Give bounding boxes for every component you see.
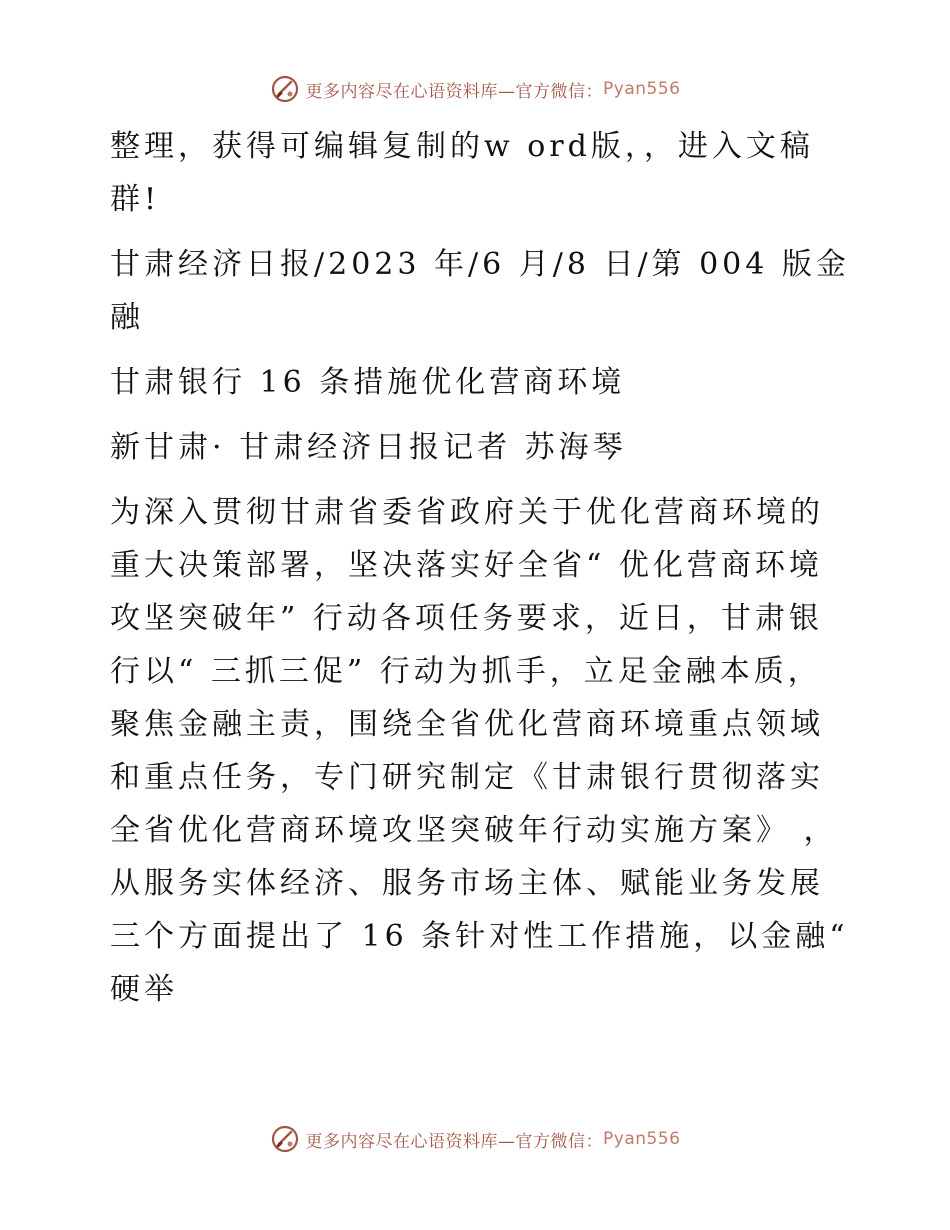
article-body	[98, 120, 850, 1016]
source-line: 甘肃经济日报/2023 年/6 月/8 日/第 004 版金融	[110, 247, 850, 335]
watermark-text: 更多内容尽在心语资料库—官方微信：	[305, 1131, 604, 1152]
watermark-footer	[0, 1124, 950, 1154]
brand-logo-icon	[270, 1124, 300, 1154]
body-paragraph: 为深入贯彻甘肃省委省政府关于优化营商环境的重大决策部署，坚决落实好全省“ 优化营商环境攻坚突破年” 行动各项任务要求，近日，甘肃银行以“ 三抓三促” 行动为抓手，立足金融本质，聚焦金融主责，围绕全省优化营商环境重点领域和重点任务，专门研究制定《甘肃银行贯彻落实全省优化营商环境攻坚突破年行动实施方案》 ，从服务实体经济、服务市场主体、赋能业务发展三个方面提出了 16 条针对性工作措施，以金融“ 硬举	[110, 495, 849, 1007]
brand-logo-icon	[270, 74, 300, 104]
wechat-id: Pyan556	[603, 1129, 681, 1149]
intro-paragraph: 整理，获得可编辑复制的w ord版，，进入文稿群!	[110, 129, 814, 217]
wechat-id: Pyan556	[603, 79, 681, 99]
watermark-header	[0, 74, 950, 104]
article-headline: 甘肃银行 16 条措施优化营商环境	[110, 365, 626, 400]
watermark-text: 更多内容尽在心语资料库—官方微信：	[305, 81, 604, 102]
byline: 新甘肃· 甘肃经济日报记者 苏海琴	[110, 430, 627, 465]
